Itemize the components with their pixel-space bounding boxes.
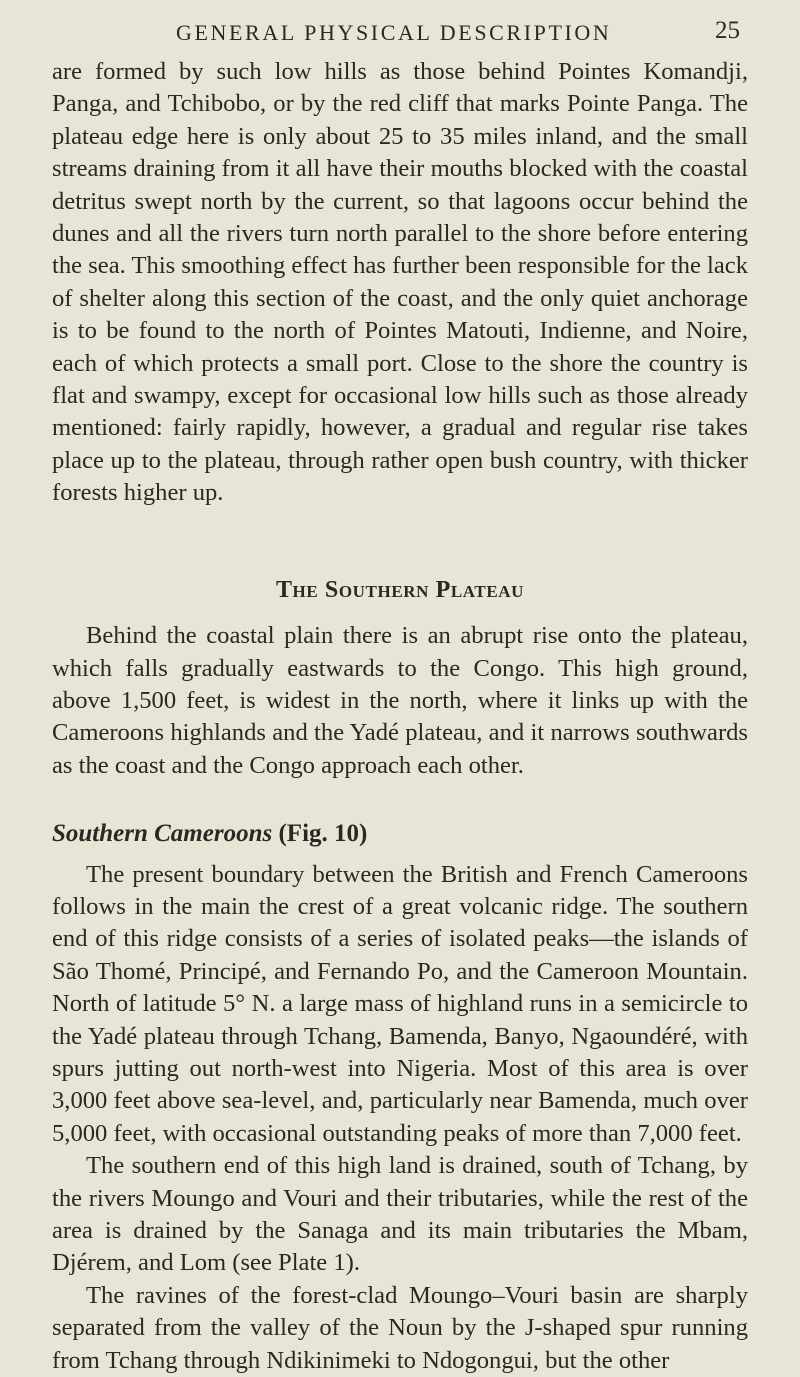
paragraph: The southern end of this high land is drained, south of Tchang, by the rivers Moungo and Vouri and their tributaries, while the rest of the area is drained by the Sanaga and its main tributaries the Mbam, Djérem, and Lom (see Plate 1). bbox=[52, 1152, 748, 1277]
body-text bbox=[52, 56, 748, 1377]
paragraph: Behind the coastal plain there is an abrupt rise onto the plateau, which falls gradually eastwards to the Congo. This high ground, above 1,500 feet, is widest in the north, where it links up with the Cameroons highlands and the Yadé plateau, and it narrows southwards as the coast and the Congo approach each other. bbox=[52, 622, 748, 779]
running-title: GENERAL PHYSICAL DESCRIPTION bbox=[176, 20, 612, 45]
running-head bbox=[52, 14, 748, 50]
paragraph: The ravines of the forest-clad Moungo–Vouri basin are sharply separated from the valley of the Noun by the J-shaped spur running from Tchang through Ndikinimeki to Ndogongui, but the other bbox=[52, 1281, 748, 1374]
section-heading: The Southern Plateau bbox=[275, 576, 525, 603]
page-number: 25 bbox=[715, 17, 740, 44]
paragraph: are formed by such low hills as those behind Pointes Komandji, Panga, and Tchibobo, or by the red cliff that marks Pointe Panga. The plateau edge here is only about 25 to 35 miles inland, and the small streams draining from it all have their mouths blocked with the coastal detritus swept north by the current, so that lagoons occur behind the dunes and all the rivers turn north parallel to the shore before entering the sea. This smoothing effect has further been responsible for the lack of shelter along this section of the coast, and the only quiet anchorage is to be found to the north of Pointes Matouti, Indienne, and Noire, each of which protects a small port. Close to the shore the country is flat and swampy, except for occasional low hills such as those already mentioned: fairly rapidly, however, a gradual and regular rise takes place up to the plateau, through rather open bush country, with thicker forests higher up. bbox=[52, 58, 748, 507]
figure-reference: (Fig. 10) bbox=[278, 820, 368, 848]
subsection-heading bbox=[52, 818, 748, 850]
paragraph: The present boundary between the British and French Cameroons follows in the main the crest of a great volcanic ridge. The southern end of this ridge consists of a series of isolated peaks—the islands of São Thomé, Principé, and Fernando Po, and the Cameroon Mountain. North of latitude 5° N. a large mass of highland runs in a semicircle to the Yadé plateau through Tchang, Bamenda, Banyo, Ngaoundéré, with spurs jutting out north-west into Nigeria. Most of this area is over 3,000 feet above sea-level, and, particularly near Bamenda, much over 5,000 feet, with occasional outstanding peaks of more than 7,000 feet. bbox=[52, 860, 748, 1147]
subsection-title: Southern Cameroons bbox=[52, 820, 273, 848]
